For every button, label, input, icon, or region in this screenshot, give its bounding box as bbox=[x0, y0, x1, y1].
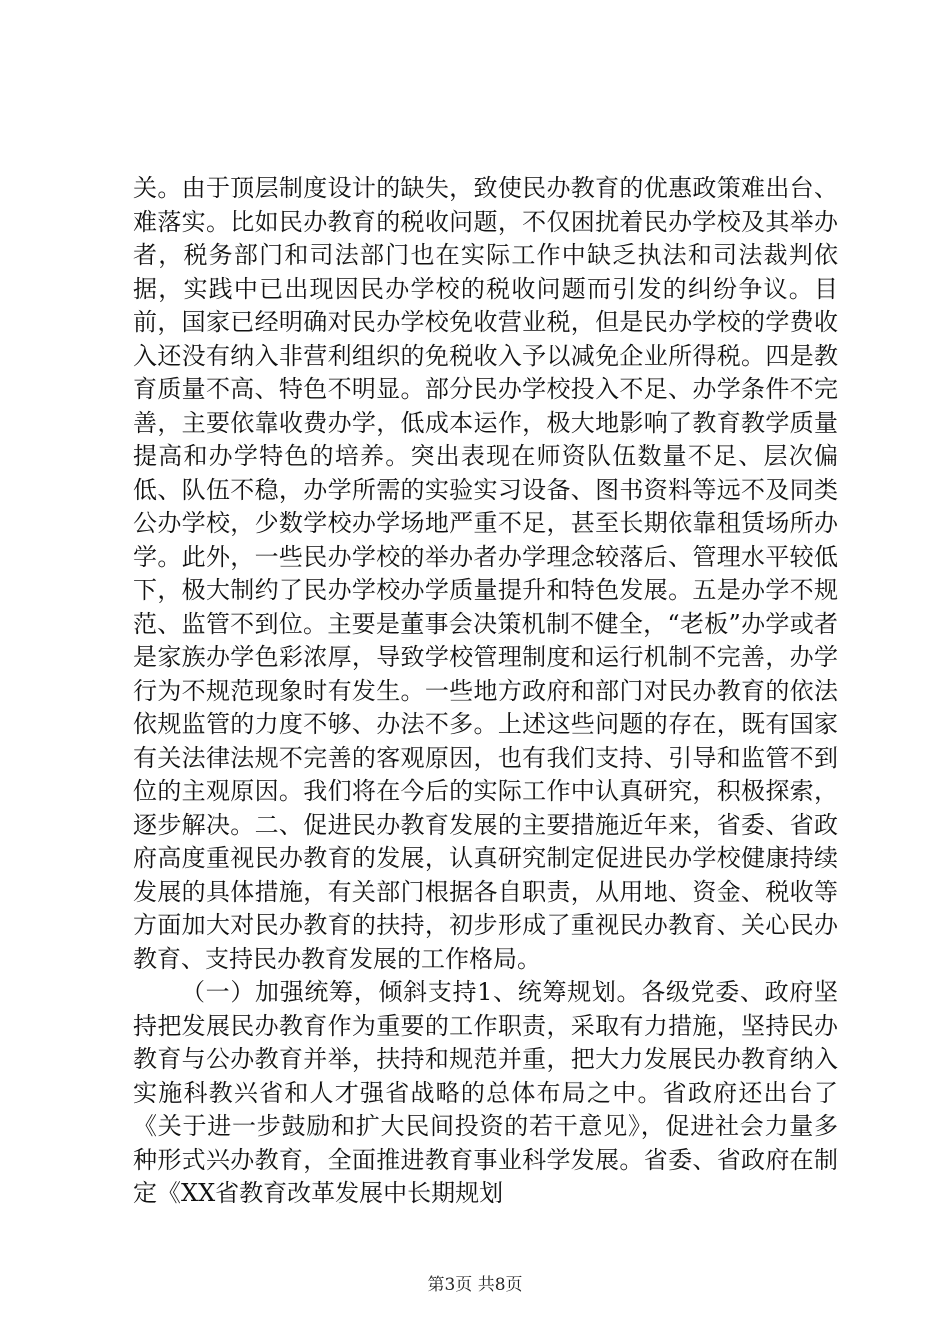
page-footer: 第3页 共8页 bbox=[427, 1275, 523, 1295]
body-paragraph-2: （一）加强统筹，倾斜支持1、统筹规划。各级党委、政府坚持把发展民办教育作为重要的工作职责，采取有力措施，坚持民办教育与公办教育并举，扶持和规范并重，把大力发展民办教育纳入实施科教兴省和人才强省战略的总体布局之中。省政府还出台了《关于进一步鼓励和扩大民间投资的若干意见》，促进社会力量多种形式兴办教育，全面推进教育事业科学发展。省委、省政府在制定《XX省教育改革发展中长期规划 bbox=[133, 978, 838, 1207]
body-paragraph-1: 关。由于顶层制度设计的缺失，致使民办教育的优惠政策难出台、难落实。比如民办教育的税收问题，不仅困扰着民办学校及其举办者，税务部门和司法部门也在实际工作中缺乏执法和司法裁判依据，实践中已出现因民办学校的税收问题而引发的纠纷争议。目前，国家已经明确对民办学校免收营业税，但是民办学校的学费收入还没有纳入非营利组织的免税收入予以减免企业所得税。四是教育质量不高、特色不明显。部分民办学校投入不足、办学条件不完善，主要依靠收费办学，低成本运作，极大地影响了教育教学质量提高和办学特色的培养。突出表现在师资队伍数量不足、层次偏低、队伍不稳，办学所需的实验实习设备、图书资料等远不及同类公办学校，少数学校办学场地严重不足，甚至长期依靠租赁场所办学。此外，一些民办学校的举办者办学理念较落后、管理水平较低下，极大制约了民办学校办学质量提升和特色发展。五是办学不规范、监管不到位。主要是董事会决策机制不健全，“老板”办学或者是家族办学色彩浓厚，导致学校管理制度和运行机制不完善，办学行为不规范现象时有发生。一些地方政府和部门对民办教育的依法依规监管的力度不够、办法不多。上述这些问题的存在，既有国家有关法律法规不完善的客观原因，也有我们支持、引导和监管不到位的主观原因。我们将在今后的实际工作中认真研究，积极探索，逐步解决。二、促进民办教育发展的主要措施近年来，省委、省政府高度重视民办教育的发展，认真研究制定促进民办学校健康持续发展的具体措施，有关部门根据各自职责，从用地、资金、税收等方面加大对民办教育的扶持，初步形成了重视民办教育、关心民办教育、支持民办教育发展的工作格局。 bbox=[133, 174, 838, 973]
document-body bbox=[133, 172, 838, 1211]
